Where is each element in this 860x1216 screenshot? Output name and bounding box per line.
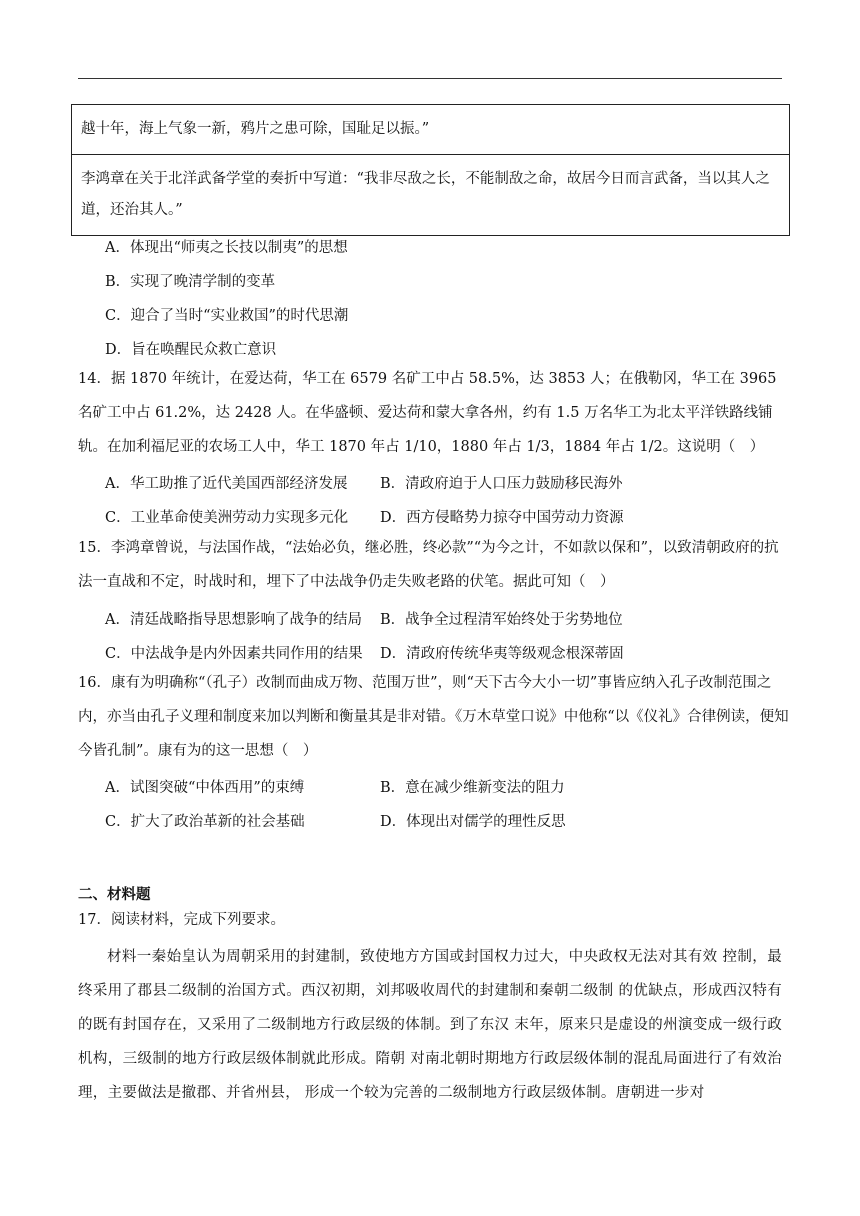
quote-row-1: 越十年，海上气象一新，鸦片之患可除，国耻足以振。” (81, 121, 430, 137)
q14-option-b: B．清政府迫于人口压力鼓励移民海外 (380, 476, 623, 492)
quote-row-2: 李鸿章在关于北洋武备学堂的奏折中写道：“我非尽敌之长，不能制敌之命，故居今日而言武备，当以其人之道，还治其人。” (72, 154, 789, 235)
q13-option-c: C．迎合了当时“实业救国”的时代思潮 (105, 308, 349, 324)
q14-stem: 14．据 1870 年统计，在爱达荷，华工在 6579 名矿工中占 58.5%，达 3853 人；在俄勒冈，华工在 3965 名矿工中占 61.2%，达 2428 人。在华盛顿、爱达荷和蒙大拿各州，约有 1.5 万名华工为北太平洋铁路线铺轨。在加利福尼亚的农场工人中，华工 1870 年占 1/10，1880 年占 1/3，1884 年占 1/2。这说明（ ） (78, 371, 777, 455)
quote-table (71, 104, 790, 236)
section-title: 二、材料题 (78, 886, 151, 903)
q16-option-c: C．扩大了政治革新的社会基础 (105, 814, 305, 830)
q14-option-d: D．西方侵略势力掠夺中国劳动力资源 (380, 510, 624, 526)
material-one: 材料一秦始皇认为周朝采用的封建制，致使地方方国或封国权力过大，中央政权无法对其有效 控制，最终采用了郡县二级制的治国方式。西汉初期，刘邦吸收周代的封建制和秦朝二级制 的优缺点，形成西汉特有的既有封国存在，又采用了二级制地方行政层级的体制。到了东汉 末年，原来只是虚设的州演变成一级行政机构，三级制的地方行政层级体制就此形成。隋朝 对南北朝时期地方行政层级体制的混乱局面进行了有效治理，主要做法是撤郡、并省州县， 形成一个较为完善的二级制地方行政层级体制。唐朝进一步对 (78, 949, 782, 1101)
q13-option-a: A．体现出“师夷之长技以制夷”的思想 (105, 240, 348, 256)
q13-option-b: B．实现了晚清学制的变革 (105, 274, 276, 290)
q16-option-b: B．意在减少维新变法的阻力 (380, 780, 565, 796)
q15-option-b: B．战争全过程清军始终处于劣势地位 (380, 612, 623, 628)
q16-option-a: A．试图突破“中体西用”的束缚 (105, 780, 305, 796)
q14-option-c: C．工业革命使美洲劳动力实现多元化 (105, 510, 349, 526)
q14-option-a: A．华工助推了近代美国西部经济发展 (105, 476, 348, 492)
header-rule (78, 78, 782, 79)
q16-stem: 16．康有为明确称“（孔子）改制而曲成万物、范围万世”，则“天下古今大小一切”事皆应纳入孔子改制范围之内，亦当由孔子义理和制度来加以判断和衡量其是非对错。《万木草堂口说》中他称“以《仪礼》合律例读，便知今皆孔制”。康有为的这一思想（ ） (78, 675, 789, 759)
q17-prompt: 17．阅读材料，完成下列要求。 (78, 912, 285, 928)
q15-stem: 15．李鸿章曾说，与法国作战，“法始必负，继必胜，终必款”“为今之计，不如款以保和”，以致清朝政府的抗法一直战和不定，时战时和，埋下了中法战争仍走失败老路的伏笔。据此可知（ ） (78, 540, 779, 590)
q13-option-d: D．旨在唤醒民众救亡意识 (105, 342, 277, 358)
q15-option-d: D．清政府传统华夷等级观念根深蒂固 (380, 646, 624, 662)
q15-option-a: A．清廷战略指导思想影响了战争的结局 (105, 612, 362, 628)
q15-option-c: C．中法战争是内外因素共同作用的结果 (105, 646, 363, 662)
q16-option-d: D．体现出对儒学的理性反思 (380, 814, 566, 830)
